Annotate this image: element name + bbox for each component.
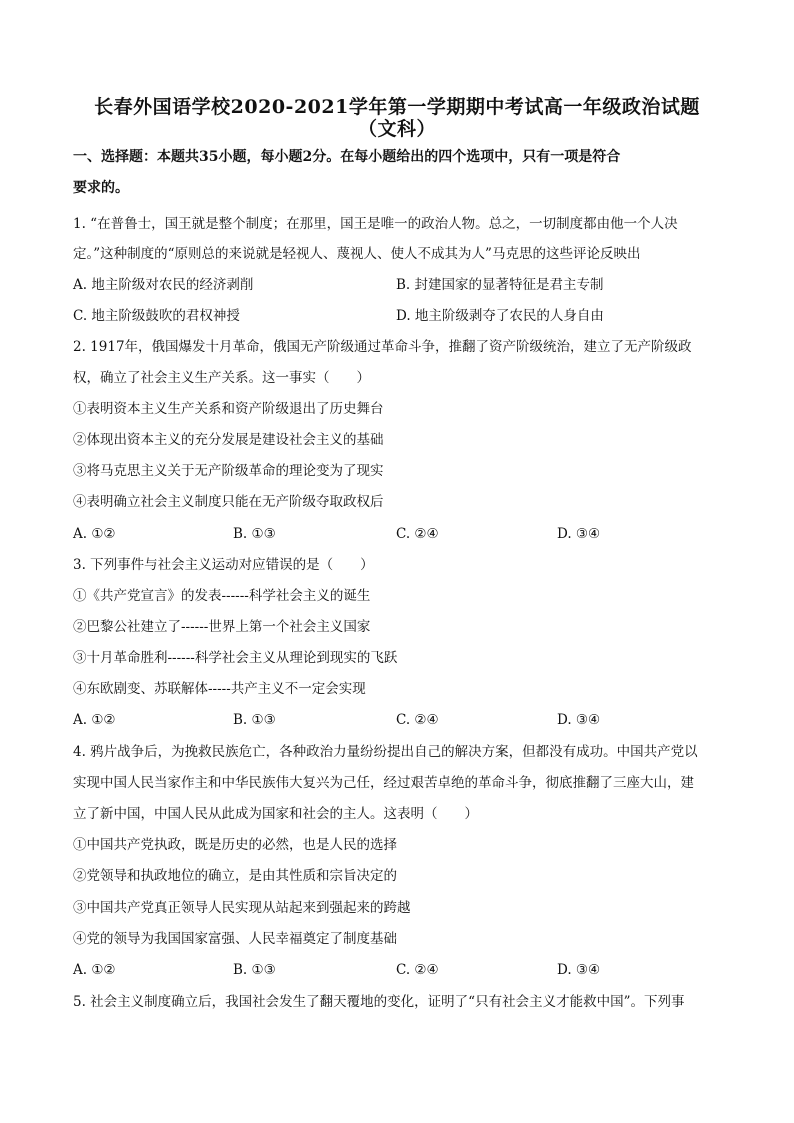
statement-item: ①中国共产党执政，既是历史的必然，也是人民的选择: [73, 837, 397, 853]
exam-subtitle: （文科）: [357, 118, 436, 140]
option-c[interactable]: C. ②④: [396, 962, 439, 978]
statement-item: ②党领导和执政地位的确立，是由其性质和宗旨决定的: [73, 868, 397, 884]
option-c[interactable]: C. 地主阶级鼓吹的君权神授: [73, 308, 240, 324]
option-b[interactable]: B. ①③: [233, 526, 276, 542]
statement-item: ③将马克思主义关于无产阶级革命的理论变为了现实: [73, 463, 384, 479]
statement-item: ③十月革命胜利------科学社会主义从理论到现实的飞跃: [73, 650, 398, 666]
option-b[interactable]: B. ①③: [233, 712, 276, 728]
option-d[interactable]: D. ③④: [557, 712, 601, 728]
question-stem: 1. “在普鲁士，国王就是整个制度；在那里，国王是唯一的政治人物。总之，一切制度都由他一个人决: [73, 216, 678, 232]
option-b[interactable]: B. ①③: [233, 962, 276, 978]
exam-title: 长春外国语学校2020-2021学年第一学期期中考试高一年级政治试题: [94, 96, 700, 118]
option-b[interactable]: B. 封建国家的显著特征是君主专制: [396, 277, 604, 293]
option-d[interactable]: D. ③④: [557, 962, 601, 978]
section-heading: [73, 142, 723, 204]
option-a[interactable]: A. ①②: [73, 962, 116, 978]
section-heading-line: 要求的。: [73, 180, 129, 196]
option-c[interactable]: C. ②④: [396, 526, 439, 542]
question-stem: 4. 鸦片战争后，为挽救民族危亡，各种政治力量纷纷提出自己的解决方案，但都没有成功。中国共产党以: [73, 744, 698, 760]
statement-item: ②体现出资本主义的充分发展是建设社会主义的基础: [73, 432, 384, 448]
question-stem: 2. 1917年，俄国爆发十月革命，俄国无产阶级通过革命斗争，推翻了资产阶级统治，建立了无产阶级政: [73, 339, 692, 355]
option-d[interactable]: D. 地主阶级剥夺了农民的人身自由: [396, 308, 604, 324]
question-stem: 3. 下列事件与社会主义运动对应错误的是（ ）: [73, 557, 374, 573]
statement-item: ④表明确立社会主义制度只能在无产阶级夺取政权后: [73, 494, 384, 510]
option-d[interactable]: D. ③④: [557, 526, 601, 542]
statement-item: ②巴黎公社建立了------世界上第一个社会主义国家: [73, 619, 371, 635]
option-a[interactable]: A. ①②: [73, 712, 116, 728]
question-stem: 5. 社会主义制度确立后，我国社会发生了翻天覆地的变化，证明了“只有社会主义才能救中国”。下列事: [73, 994, 685, 1010]
statement-item: ①表明资本主义生产关系和资产阶级退出了历史舞台: [73, 401, 384, 417]
question-stem: 实现中国人民当家作主和中华民族伟大复兴为己任，经过艰苦卓绝的革命斗争，彻底推翻了三座大山，建: [73, 775, 694, 791]
option-c[interactable]: C. ②④: [396, 712, 439, 728]
statement-item: ④东欧剧变、苏联解体-----共产主义不一定会实现: [73, 681, 366, 697]
question-stem: 立了新中国，中国人民从此成为国家和社会的主人。这表明（ ）: [73, 806, 478, 822]
question-stem: 权，确立了社会主义生产关系。这一事实（ ）: [73, 370, 370, 386]
section-heading-line: 一、选择题：本题共35小题，每小题2分。在每小题给出的四个选项中，只有一项是符合: [73, 149, 621, 165]
statement-item: ④党的领导为我国国家富强、人民幸福奠定了制度基础: [73, 931, 397, 947]
option-a[interactable]: A. 地主阶级对农民的经济剥削: [73, 277, 254, 293]
option-a[interactable]: A. ①②: [73, 526, 116, 542]
statement-item: ①《共产党宣言》的发表------科学社会主义的诞生: [73, 588, 371, 604]
question-stem: 定。”这种制度的“原则总的来说就是轻视人、蔑视人、使人不成其为人”马克思的这些评论反映出: [73, 246, 641, 262]
statement-item: ③中国共产党真正领导人民实现从站起来到强起来的跨越: [73, 900, 411, 916]
